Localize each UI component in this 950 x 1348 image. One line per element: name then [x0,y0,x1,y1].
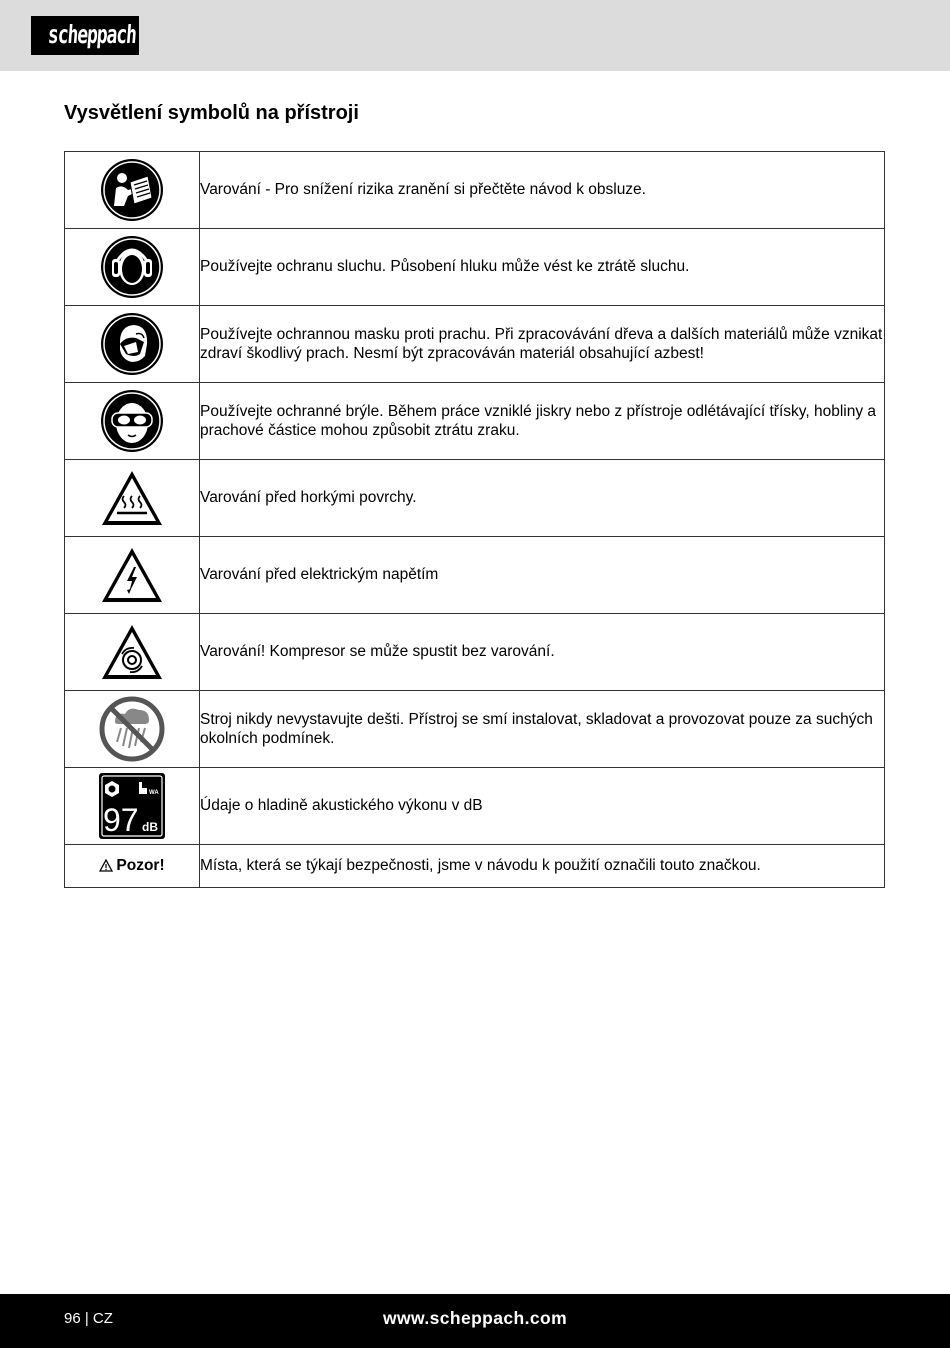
ear-protection-icon [100,235,164,299]
no-rain-icon [99,696,165,762]
table-row [65,768,885,845]
table-row [65,845,885,888]
auto-start-warning-icon [100,622,164,682]
svg-text:WA: WA [149,790,159,796]
table-row [65,152,885,229]
symbol-description: Údaje o hladině akustického výkonu v dB [200,768,885,845]
table-row [65,383,885,460]
symbol-description: Stroj nikdy nevystavujte dešti. Přístroj se smí instalovat, skladovat a provozovat pouze za suchých okolních podmínek. [200,691,885,768]
warning-triangle-icon [99,859,113,872]
page-footer [0,1294,950,1348]
sound-level-value: 97 [103,802,139,838]
electric-voltage-warning-icon [100,545,164,605]
page-number: 96 | CZ [64,1310,113,1327]
scheppach-logo: scheppach [31,16,139,55]
hot-surface-warning-icon [100,468,164,528]
symbol-description: Používejte ochrannou masku proti prachu. Při zpracovávání dřeva a dalších materiálů může vznikat zdraví škodlivý prach. Nesmí být zpracováván materiál obsahující azbest! [200,306,885,383]
dust-mask-icon [100,312,164,376]
symbol-description: Varování - Pro snížení rizika zranění si přečtěte návod k obsluze. [200,152,885,229]
read-manual-icon [100,158,164,222]
table-row [65,537,885,614]
table-row [65,614,885,691]
table-row [65,460,885,537]
symbols-table [64,151,885,888]
symbol-description: Místa, která se týkají bezpečnosti, jsme v návodu k použití označili touto značkou. [200,845,885,888]
symbol-description: Používejte ochranu sluchu. Působení hluku může vést ke ztrátě sluchu. [200,229,885,306]
symbol-description: Varování! Kompresor se může spustit bez varování. [200,614,885,691]
page-header [0,0,950,71]
table-row [65,691,885,768]
website-url: www.scheppach.com [382,1308,568,1328]
page-title: Vysvětlení symbolů na přístroji [64,102,359,124]
sound-level-unit: dB [142,820,158,834]
table-row [65,229,885,306]
pozor-label: Pozor! [99,857,164,874]
table-row [65,306,885,383]
symbol-description: Používejte ochranné brýle. Během práce vzniklé jiskry nebo z přístroje odlétávající třísky, hobliny a prachové částice mohou způsobit ztrátu zraku. [200,383,885,460]
symbol-description: Varování před elektrickým napětím [200,537,885,614]
safety-goggles-icon [100,389,164,453]
sound-power-level-icon [99,773,165,839]
symbol-description: Varování před horkými povrchy. [200,460,885,537]
